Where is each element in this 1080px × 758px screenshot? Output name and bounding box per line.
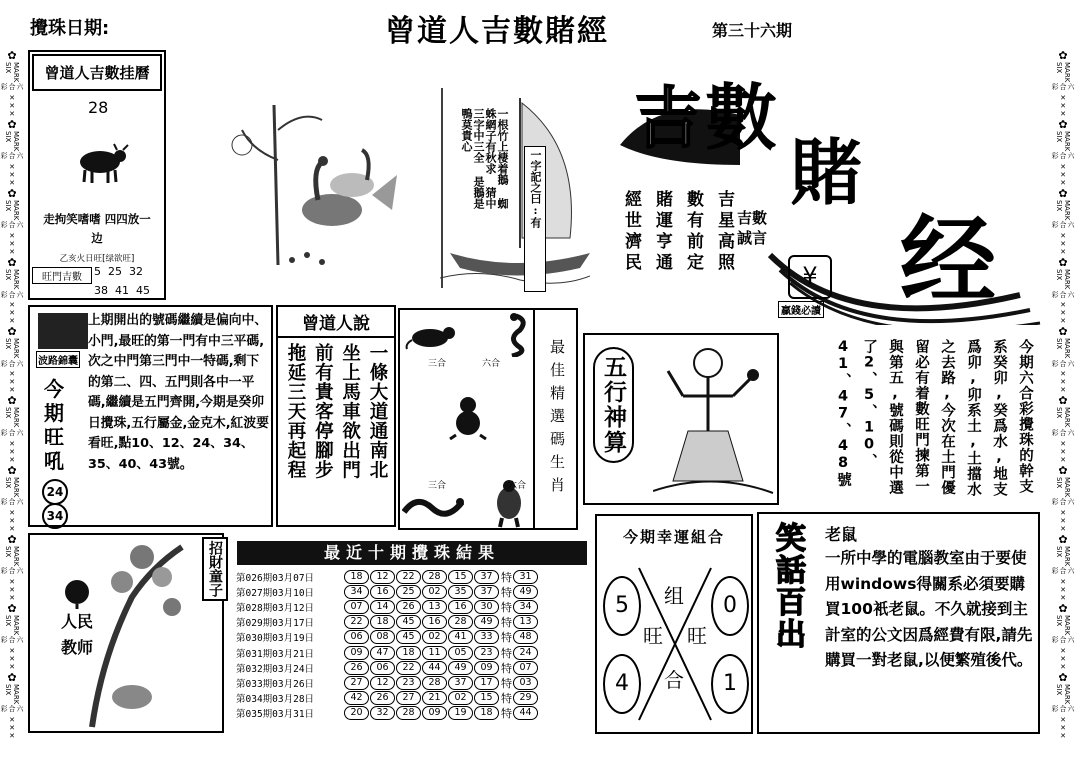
- result-ball: 27: [396, 691, 421, 705]
- calendar-title: 曾道人吉數挂曆: [32, 54, 162, 91]
- flower-icon: ✿: [7, 670, 17, 684]
- special-label: 特: [501, 631, 512, 645]
- joke-side-label: 笑話百出: [770, 522, 805, 650]
- special-label: 特: [501, 646, 512, 660]
- result-ball: 18: [370, 615, 395, 629]
- brand-label: 六合彩: [0, 221, 24, 229]
- mark-six-label: MARK SIX: [4, 200, 20, 221]
- result-row: [236, 615, 572, 630]
- result-ball: 09: [422, 706, 447, 720]
- result-ball: 25: [396, 585, 421, 599]
- caption-sincere: 吉數誠言: [737, 209, 768, 247]
- flower-icon: ✿: [1058, 601, 1068, 615]
- special-ball: 03: [513, 676, 538, 690]
- flower-icon: ✿: [1058, 256, 1068, 270]
- mark-six-label: MARK SIX: [1055, 407, 1071, 428]
- result-ball: 05: [448, 646, 473, 660]
- cross-marks: ✕✕✕: [8, 163, 16, 188]
- zodiac-label-2: 六合: [482, 359, 501, 369]
- special-ball: 31: [513, 570, 538, 584]
- flower-icon: ✿: [1058, 532, 1068, 546]
- result-ball: 22: [396, 570, 421, 584]
- brand-label: 六合彩: [0, 566, 24, 574]
- flower-icon: ✿: [1058, 463, 1068, 477]
- result-ball: 02: [422, 585, 447, 599]
- wuxing-panel: [583, 333, 779, 505]
- results-table: [236, 569, 572, 721]
- zeng-says-panel: [276, 305, 396, 527]
- brand-label: 六合彩: [1051, 497, 1075, 505]
- circle-num-1: 24: [42, 479, 68, 505]
- win-money-badge: 贏錢必讀: [778, 301, 824, 318]
- brand-label: 六合彩: [1051, 290, 1075, 298]
- result-ball: 11: [422, 646, 447, 660]
- brand-label: 六合彩: [0, 290, 24, 298]
- result-ball: 06: [370, 661, 395, 675]
- result-ball: 19: [448, 706, 473, 720]
- result-ball: 44: [422, 661, 447, 675]
- flower-icon: ✿: [7, 49, 17, 62]
- flower-icon: ✿: [7, 463, 17, 477]
- special-ball: 44: [513, 706, 538, 720]
- result-ball: 09: [474, 661, 499, 675]
- lucky-combo-panel: [595, 514, 753, 734]
- cross-marks: ✕✕✕: [8, 94, 16, 119]
- mark-six-label: MARK SIX: [1055, 338, 1071, 359]
- best-zodiac-caption: 最佳精選碼生肖: [533, 310, 578, 528]
- result-ball: 28: [396, 706, 421, 720]
- result-ball: 18: [474, 706, 499, 720]
- result-ball: 12: [370, 676, 395, 690]
- flower-icon: ✿: [1058, 670, 1068, 684]
- result-ball: 35: [448, 585, 473, 599]
- zeng-col-3: 前有貴客停腳步: [312, 343, 334, 480]
- calendar-day: 28: [88, 98, 109, 117]
- cross-marks: ✕✕✕: [1059, 163, 1067, 188]
- special-label: 特: [501, 707, 512, 721]
- result-row: [236, 691, 572, 706]
- zeng-col-4: 拖延三天再起程: [285, 343, 306, 480]
- result-ball: 30: [474, 600, 499, 614]
- result-ball: 16: [448, 600, 473, 614]
- result-ball: 34: [344, 585, 369, 599]
- result-ball: 28: [422, 570, 447, 584]
- zodiac-label-1: 三合: [428, 359, 447, 369]
- result-ball: 26: [370, 691, 395, 705]
- result-ball: 42: [344, 691, 369, 705]
- cross-marks: ✕✕✕: [1059, 439, 1067, 464]
- dragon-icon: [402, 492, 464, 524]
- poem-columns: [607, 190, 737, 300]
- result-ball: 47: [370, 646, 395, 660]
- brand-label: 六合彩: [0, 152, 24, 160]
- riddle-poem: 一根竹上棲着鵝 蜘蛛網子有秋求 猜中三字中三全 是鵝是鴨莫貴心: [460, 108, 509, 209]
- snake-icon: [498, 312, 533, 357]
- logo-char-4: 经: [900, 204, 996, 317]
- joke-panel: [757, 512, 1040, 734]
- brand-label: 六合彩: [0, 83, 24, 91]
- mark-six-label: MARK SIX: [1055, 131, 1071, 152]
- combo-right-bottom: 1: [711, 654, 749, 714]
- deity-illustration: [653, 341, 775, 501]
- result-ball: 23: [396, 676, 421, 690]
- wave-section: [28, 305, 273, 527]
- child-panel: [28, 533, 224, 733]
- result-date: 第026期03月07日: [236, 572, 315, 584]
- result-ball: 22: [396, 661, 421, 675]
- cross-marks: ✕✕✕: [1059, 370, 1067, 395]
- cross-marks: ✕✕✕: [8, 508, 16, 533]
- poem-col-3: 賭運亨通: [652, 190, 672, 274]
- result-ball: 13: [422, 600, 447, 614]
- mark-six-label: MARK SIX: [4, 614, 20, 636]
- flower-icon: ✿: [1058, 49, 1068, 62]
- result-date: 第030期03月19日: [236, 633, 315, 645]
- cross-marks: ✕✕✕: [8, 715, 16, 740]
- calendar-note: 乙亥火日旺[绿欲旺]: [59, 254, 135, 264]
- brand-label: 六合彩: [0, 705, 24, 713]
- flower-icon: ✿: [7, 394, 17, 408]
- result-ball: 02: [422, 630, 447, 644]
- coin-bag-icon: ¥: [788, 255, 832, 299]
- mark-six-label: MARK SIX: [4, 476, 20, 497]
- mark-six-label: MARK SIX: [4, 269, 20, 290]
- result-ball: 33: [474, 630, 499, 644]
- result-ball: 09: [344, 646, 369, 660]
- zeng-col-1: 一條大道通南北: [366, 343, 388, 480]
- logo-char-2: 數: [705, 75, 778, 160]
- calendar-verse: 走拘笑嗜嗜 四四放一边: [43, 212, 151, 245]
- cross-marks: ✕✕✕: [1059, 232, 1067, 257]
- brand-label: 六合彩: [1051, 83, 1075, 91]
- result-ball: 37: [474, 570, 499, 584]
- special-ball: 24: [513, 646, 538, 660]
- special-ball: 13: [513, 615, 538, 629]
- special-ball: 48: [513, 630, 538, 644]
- flower-icon: ✿: [7, 532, 17, 546]
- result-ball: 15: [474, 691, 499, 705]
- result-date: 第027期03月10日: [236, 587, 315, 599]
- cross-marks: ✕✕✕: [8, 439, 16, 464]
- flower-icon: ✿: [1058, 394, 1068, 408]
- brand-label: 六合彩: [1051, 566, 1075, 574]
- combo-cross-bottom: 合: [664, 668, 684, 692]
- brand-label: 六合彩: [1051, 428, 1075, 436]
- monkey-icon: [446, 395, 490, 440]
- result-ball: 37: [448, 676, 473, 690]
- result-ball: 26: [396, 600, 421, 614]
- brand-label: 六合彩: [1051, 152, 1075, 160]
- result-ball: 12: [370, 570, 395, 584]
- result-ball: 27: [344, 676, 369, 690]
- result-row: [236, 706, 572, 721]
- result-ball: 16: [370, 585, 395, 599]
- result-ball: 21: [422, 691, 447, 705]
- flower-icon: ✿: [1058, 187, 1068, 201]
- rat-icon: [405, 322, 460, 350]
- mark-six-label: MARK SIX: [4, 131, 20, 152]
- lucky-numbers-2: 38 41 45: [94, 284, 150, 297]
- result-ball: 07: [344, 600, 369, 614]
- circle-num-2: 34: [42, 503, 68, 529]
- issue-number: 第三十六期: [712, 21, 793, 40]
- special-ball: 29: [513, 691, 538, 705]
- lucky-combo-title: 今期幸運組合: [622, 528, 725, 546]
- result-ball: 14: [370, 600, 395, 614]
- wave-label: 波路錦囊: [36, 351, 80, 368]
- special-ball: 07: [513, 661, 538, 675]
- flower-icon: ✿: [7, 325, 17, 339]
- result-row: [236, 630, 572, 645]
- result-row: [236, 645, 572, 660]
- result-ball: 18: [344, 570, 369, 584]
- result-row: [236, 675, 572, 690]
- zodiac-panel: [398, 308, 578, 530]
- brand-label: 六合彩: [1051, 221, 1075, 229]
- mark-six-label: MARK SIX: [1055, 683, 1071, 705]
- zeng-col-2: 坐上馬車欲出門: [339, 343, 361, 480]
- poem-col-2: 數有前定: [683, 190, 703, 274]
- this-issue-head: 今期旺吼: [44, 377, 64, 473]
- branches-text: 今期六合彩攪珠的幹支系癸卯,癸爲水,地支爲卯,卯系土,土擋水之去路,今次在土門優留必有着數旺門揀第一與第五,號碼則從中選了2、5、10、41、47、48號: [835, 339, 1033, 497]
- mark-six-label: MARK SIX: [4, 407, 20, 428]
- brand-label: 六合彩: [0, 497, 24, 505]
- results-title: 最近十期攪珠結果: [237, 541, 587, 565]
- cross-marks: ✕✕✕: [1059, 577, 1067, 602]
- combo-right-top: 0: [711, 576, 749, 636]
- result-date: 第033期03月26日: [236, 678, 315, 690]
- wuxing-title: 五行神算: [593, 347, 634, 463]
- combo-cross-top: 组: [664, 584, 684, 608]
- mark-six-label: MARK SIX: [1055, 614, 1071, 636]
- wave-icon: [38, 313, 88, 349]
- branches-text-panel: [784, 335, 1042, 508]
- bamboo-geese-illustration: [222, 90, 427, 275]
- result-row: [236, 569, 572, 584]
- zeng-says-title: 曾道人說: [278, 307, 394, 338]
- result-ball: 49: [474, 615, 499, 629]
- lucky-tag: 旺門吉數: [32, 267, 92, 284]
- cross-marks: ✕✕✕: [1059, 646, 1067, 671]
- result-ball: 45: [396, 615, 421, 629]
- riddle-panel: [440, 88, 585, 288]
- poem-col-4: 經世濟民: [621, 190, 641, 274]
- special-label: 特: [501, 692, 512, 706]
- wave-analysis-text: 上期開出的號碼繼續是偏向中、小門,最旺的第一門有中三平碼,次之中門第三門中一特碼,剩下的第二、四、五門則各中一平碼,繼續是五門齊開,今期是癸卯日攪珠,五行屬金,金克木,紅波要看旺,點10、12、24、34、35、40、43號。: [88, 313, 269, 472]
- special-ball: 49: [513, 585, 538, 599]
- cross-marks: ✕✕✕: [8, 577, 16, 602]
- lucky-numbers-1: 5 25 32: [94, 265, 143, 278]
- special-ball: 34: [513, 600, 538, 614]
- joke-title: 老鼠: [825, 525, 858, 544]
- joke-body: 一所中學的電腦教室由于要使用windows得關系必須要購買100衹老鼠。不久就接到主計室的公文因爲經費有限,請先購買一對老鼠,以便繁殖後代。: [825, 549, 1033, 669]
- draw-date-label: 攪珠日期:: [30, 18, 110, 39]
- result-ball: 23: [474, 646, 499, 660]
- result-ball: 45: [396, 630, 421, 644]
- result-ball: 06: [344, 630, 369, 644]
- result-ball: 28: [448, 615, 473, 629]
- mark-six-label: MARK SIX: [1055, 269, 1071, 290]
- cross-marks: ✕✕✕: [1059, 301, 1067, 326]
- result-ball: 49: [448, 661, 473, 675]
- cross-marks: ✕✕✕: [8, 370, 16, 395]
- flower-icon: ✿: [7, 187, 17, 201]
- mark-six-label: MARK SIX: [1055, 200, 1071, 221]
- brand-label: 六合彩: [1051, 359, 1075, 367]
- special-label: 特: [501, 676, 512, 690]
- mark-six-label: MARK SIX: [1055, 476, 1071, 497]
- flower-icon: ✿: [1058, 118, 1068, 132]
- poem-col-1: 吉星高照: [714, 190, 734, 274]
- brand-label: 六合彩: [0, 359, 24, 367]
- cross-marks: ✕✕✕: [1059, 715, 1067, 740]
- flower-icon: ✿: [7, 601, 17, 615]
- result-ball: 37: [474, 585, 499, 599]
- brand-label: 六合彩: [0, 636, 24, 644]
- result-ball: 16: [422, 615, 447, 629]
- cross-marks: ✕✕✕: [1059, 508, 1067, 533]
- cross-marks: ✕✕✕: [8, 646, 16, 671]
- result-ball: 08: [370, 630, 395, 644]
- mark-six-label: MARK SIX: [4, 338, 20, 359]
- flower-icon: ✿: [1058, 325, 1068, 339]
- zodiac-label-4: 六合: [508, 481, 527, 491]
- result-date: 第031期03月21日: [236, 648, 315, 660]
- flower-icon: ✿: [7, 118, 17, 132]
- page-title: 曾道人吉數賭經: [385, 14, 609, 49]
- brand-label: 六合彩: [0, 428, 24, 436]
- riddle-title: 一字記之曰:有: [524, 146, 546, 292]
- special-label: 特: [501, 585, 512, 599]
- mark-six-label: MARK SIX: [4, 545, 20, 566]
- result-ball: 17: [474, 676, 499, 690]
- result-ball: 15: [448, 570, 473, 584]
- special-label: 特: [501, 661, 512, 675]
- result-ball: 02: [448, 691, 473, 705]
- result-ball: 41: [448, 630, 473, 644]
- special-label: 特: [501, 600, 512, 614]
- calendar-panel: [28, 50, 166, 300]
- cross-marks: ✕✕✕: [8, 232, 16, 257]
- zodiac-label-3: 三合: [428, 481, 447, 491]
- fortune-child-label: 招財童子: [202, 537, 228, 601]
- combo-left-top: 5: [603, 576, 641, 636]
- left-border-strip: [2, 50, 22, 740]
- result-ball: 32: [370, 706, 395, 720]
- ox-icon: [70, 142, 130, 187]
- result-date: 第034期03月28日: [236, 694, 315, 706]
- result-ball: 26: [344, 661, 369, 675]
- mark-six-label: MARK SIX: [1055, 62, 1071, 83]
- special-label: 特: [501, 570, 512, 584]
- result-date: 第029期03月17日: [236, 618, 315, 630]
- mark-six-label: MARK SIX: [4, 62, 20, 83]
- cross-marks: ✕✕✕: [8, 301, 16, 326]
- result-ball: 18: [396, 646, 421, 660]
- result-date: 第035期03月31日: [236, 709, 315, 721]
- result-date: 第028期03月12日: [236, 602, 315, 614]
- result-row: [236, 584, 572, 599]
- logo-char-3: 賭: [790, 130, 863, 215]
- right-border-strip: [1053, 50, 1073, 740]
- combo-cross-right: 旺: [687, 624, 707, 648]
- combo-cross-left: 旺: [643, 624, 663, 648]
- brand-label: 六合彩: [1051, 636, 1075, 644]
- mark-six-label: MARK SIX: [4, 683, 20, 705]
- result-row: [236, 599, 572, 614]
- result-ball: 20: [344, 706, 369, 720]
- result-row: [236, 660, 572, 675]
- flower-icon: ✿: [7, 256, 17, 270]
- result-ball: 22: [344, 615, 369, 629]
- logo-char-1: 吉: [635, 79, 701, 157]
- mark-six-label: MARK SIX: [1055, 545, 1071, 566]
- cross-marks: ✕✕✕: [1059, 94, 1067, 119]
- child-caption: 人民教师: [54, 609, 100, 661]
- special-label: 特: [501, 616, 512, 630]
- combo-left-bottom: 4: [603, 654, 641, 714]
- result-date: 第032期03月24日: [236, 663, 315, 675]
- result-ball: 28: [422, 676, 447, 690]
- brand-label: 六合彩: [1051, 705, 1075, 713]
